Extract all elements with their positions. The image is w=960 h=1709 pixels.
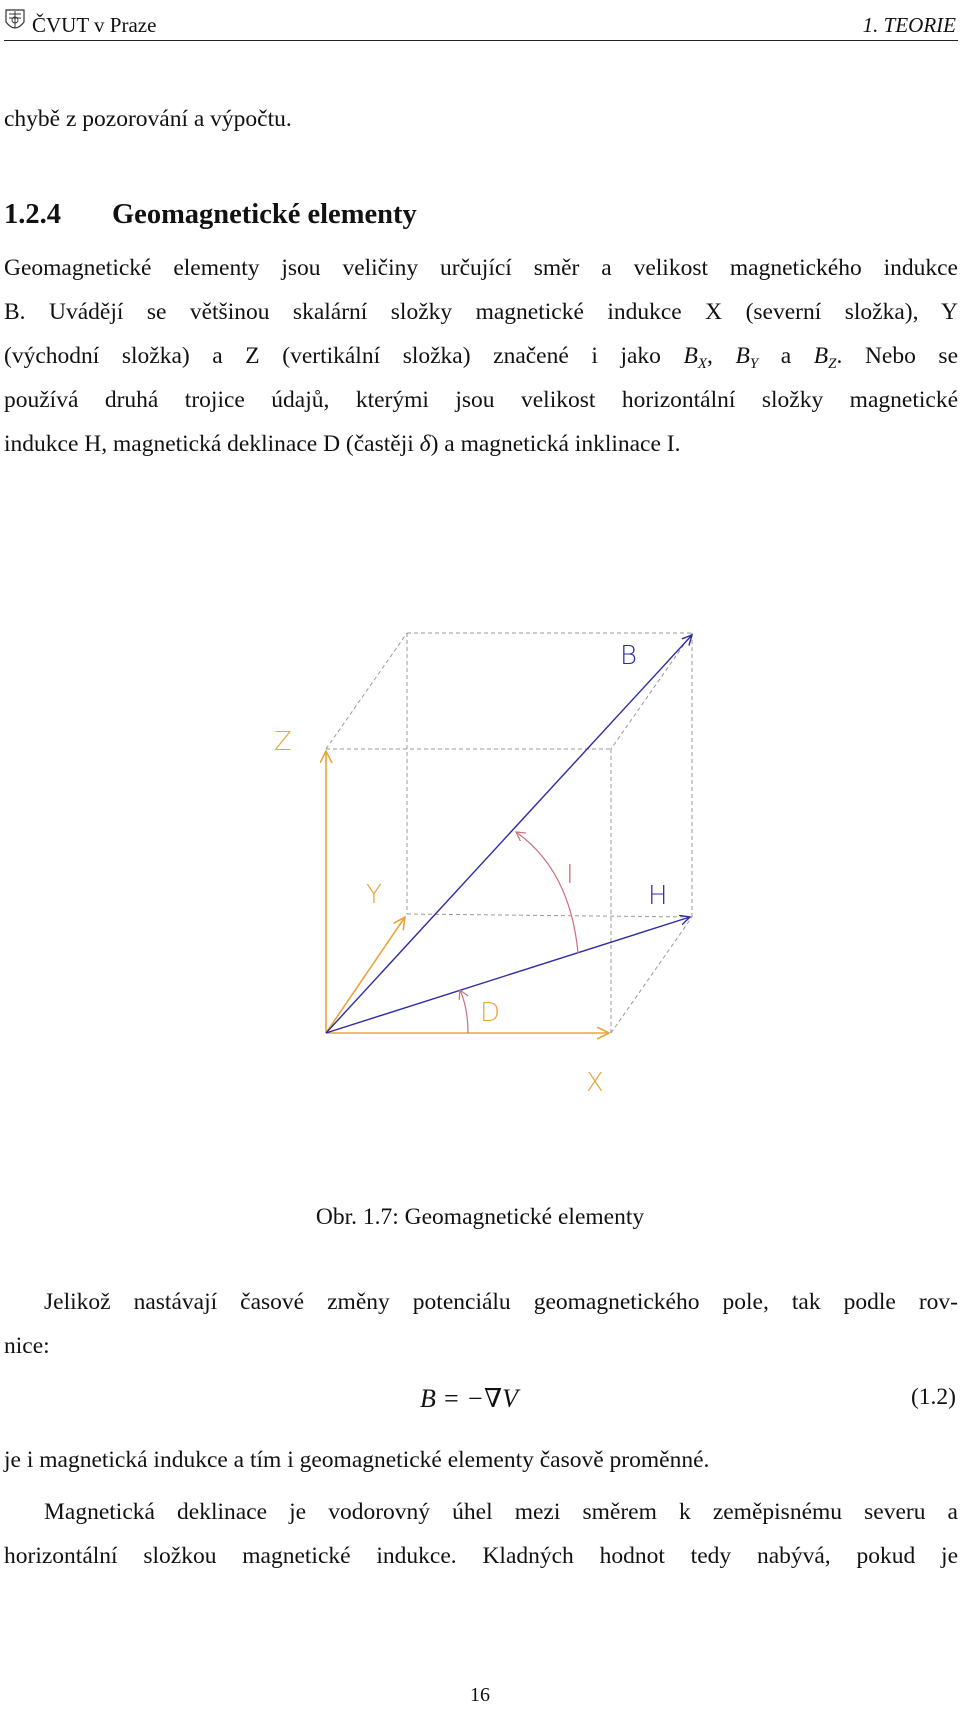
paragraph-geomagnetic-elements	[4, 246, 958, 466]
section-number: 1.2.4	[4, 199, 61, 230]
equation-1-2	[0, 1382, 960, 1422]
paragraph-declination	[4, 1490, 958, 1578]
text-run: ) a magnetická inklinace I.	[430, 431, 681, 457]
equation-body	[420, 1384, 518, 1414]
paragraph-line: nice:	[4, 1333, 50, 1359]
paragraph-line: (východní složka) a Z (vertikální složka) značené i jako $B_X$, $B_Y$ a $B_Z$. Nebo se	[4, 343, 959, 372]
b-vector	[326, 635, 692, 1033]
section-heading	[4, 199, 417, 231]
paragraph-line: Geomagnetické elementy jsou veličiny určující směr a velikost magnetického indukce	[4, 255, 958, 281]
paragraph-line: Jelikož nastávají časové změny potenciálu geomagnetického pole, tak podle rov-	[44, 1289, 958, 1315]
paragraph-line: Magnetická deklinace je vodorovný úhel mezi směrem k zeměpisnému severu a	[44, 1499, 958, 1525]
h-vector	[326, 917, 690, 1033]
section-title: Geomagnetické elementy	[112, 199, 417, 230]
page-header	[4, 8, 958, 41]
paragraph-line: B. Uvádějí se většinou skalární složky magnetické indukce X (severní složka), Y	[4, 299, 958, 325]
geomagnetic-elements-diagram	[0, 620, 960, 1100]
paragraph-line	[4, 422, 958, 466]
paragraph-line: horizontální složkou magnetické indukce. Kladných hodnot tedy nabývá, pokud je	[4, 1543, 958, 1569]
equation-number: (1.2)	[910, 1384, 956, 1410]
header-chapter: 1. TEORIE	[862, 13, 956, 37]
math-bz: $B_Z$	[813, 343, 837, 372]
figure-caption: Obr. 1.7: Geomagnetické elementy	[315, 1204, 645, 1230]
label-d: D	[480, 998, 501, 1028]
equation-lhs: B	[420, 1384, 436, 1413]
paragraph-potential-changes	[4, 1280, 958, 1368]
label-b: B	[620, 641, 638, 671]
university-logo-icon	[4, 8, 26, 34]
equation-rhs: = −∇V	[442, 1384, 519, 1413]
paragraph-line: používá druhá trojice údajů, kterými jsou velikost horizontální složky magnetické	[4, 387, 958, 413]
text-run: . Nebo se	[836, 343, 959, 369]
math-delta: δ	[419, 431, 431, 457]
label-z: Z	[274, 727, 292, 757]
inclination-arc	[516, 832, 578, 953]
label-y: Y	[366, 880, 382, 910]
label-x: X	[586, 1068, 604, 1098]
text-run: a	[780, 343, 792, 369]
math-by: $B_Y$	[735, 343, 759, 372]
label-i: I	[566, 860, 574, 890]
paragraph-line: je i magnetická indukce a tím i geomagnetické elementy časově proměnné.	[4, 1447, 710, 1473]
paragraph-time-variable	[4, 1438, 958, 1482]
text-run: indukce H, magnetická deklinace D (častěji	[4, 431, 414, 457]
page-number: 16	[470, 1684, 490, 1706]
declination-arc	[460, 990, 468, 1033]
math-bx: $B_X$	[683, 343, 708, 372]
y-axis	[326, 917, 405, 1033]
text-run: (východní složka) a Z (vertikální složka) značené i jako	[4, 343, 661, 369]
header-institution: ČVUT v Praze	[32, 13, 157, 37]
previous-paragraph-end: chybě z pozorování a výpočtu.	[4, 106, 292, 132]
label-h: H	[648, 881, 668, 911]
